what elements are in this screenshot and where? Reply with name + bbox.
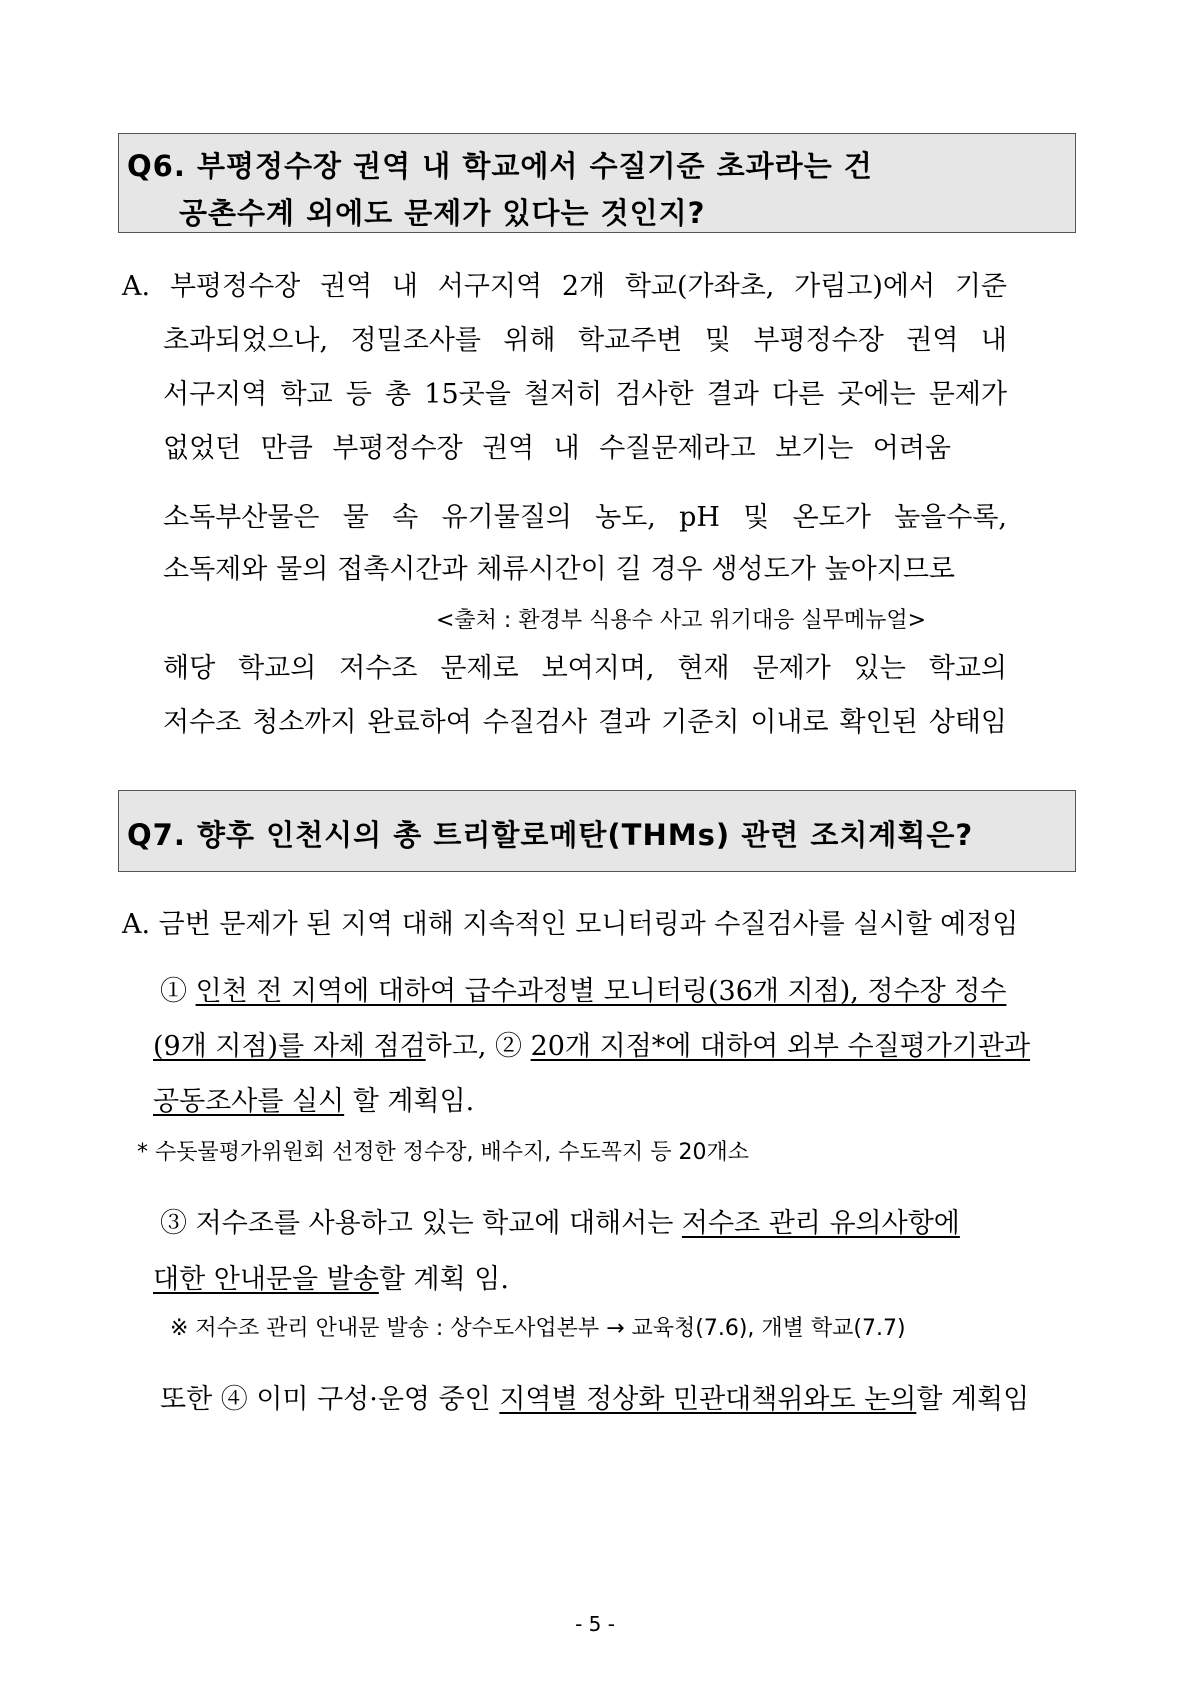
a7-p3-text-2: 할 계획 임. <box>378 1264 509 1295</box>
a6-quote-line-1: 소독부산물은 물 속 유기물질의 농도, pH 및 온도가 높을수록, <box>163 502 1007 533</box>
a7-p1-underline-3: 20개 지점*에 대하여 외부 수질평가기관과 <box>530 1031 1031 1062</box>
a7-p1-underline-2: (9개 지점)를 자체 점검 <box>153 1031 426 1062</box>
a7-p4-line <box>160 1383 1029 1417</box>
a6-quote-line-2: 소독제와 물의 접촉시간과 체류시간이 길 경우 생성도가 높아지므로 <box>163 554 955 585</box>
a7-p1-text-3: 할 계획임. <box>344 1086 475 1117</box>
a6-after-line-1: 해당 학교의 저수조 문제로 보여지며, 현재 문제가 있는 학교의 <box>163 653 1007 684</box>
a7-p3-line-2 <box>153 1263 509 1297</box>
a7-p3-underline-1: 저수조 관리 유의사항에 <box>681 1208 960 1239</box>
q7-box <box>118 790 1076 872</box>
a7-p1-line-1 <box>160 975 1006 1009</box>
a7-p1-underline-1: 인천 전 지역에 대하여 급수과정별 모니터링(36개 지점), 정수장 정수 <box>195 976 1007 1007</box>
a7-footnote: * 수돗물평가위원회 선정한 정수장, 배수지, 수도꼭지 등 20개소 <box>137 1140 749 1165</box>
a6-source: <출처 : 환경부 식용수 사고 위기대응 실무메뉴얼> <box>436 608 927 633</box>
a6-line-2: 초과되었으나, 정밀조사를 위해 학교주변 및 부평정수장 권역 내 <box>163 325 1007 356</box>
a7-p4-text-2: 할 계획임 <box>916 1384 1030 1415</box>
a7-p4-text-1: 또한 ④ 이미 구성·운영 중인 <box>160 1384 500 1415</box>
a7-p1-line-2 <box>153 1030 1030 1064</box>
q6-title-line2: 공촌수계 외에도 문제가 있다는 것인지? <box>179 196 706 230</box>
a7-p1-line-3 <box>153 1085 474 1119</box>
q7-title: Q7. 향후 인천시의 총 트리할로메탄(THMs) 관련 조치계획은? <box>127 818 974 852</box>
a7-p3-text-1: ③ 저수조를 사용하고 있는 학교에 대해서는 <box>160 1208 682 1239</box>
page-number: - 5 - <box>575 1612 615 1636</box>
a6-line-4: 없었던 만큼 부평정수장 권역 내 수질문제라고 보기는 어려움 <box>163 433 951 464</box>
a6-after-line-2: 저수조 청소까지 완료하여 수질검사 결과 기준치 이내로 확인된 상태임 <box>163 707 1007 738</box>
a6-line-3: 서구지역 학교 등 총 15곳을 철저히 검사한 결과 다른 곳에는 문제가 <box>163 379 1007 410</box>
a7-p3-line-1 <box>160 1207 960 1241</box>
q6-box <box>118 133 1076 233</box>
a7-p1-underline-4: 공동조사를 실시 <box>153 1086 345 1117</box>
a7-p3-underline-2: 대한 안내문을 발송 <box>153 1264 379 1295</box>
a6-line-1: A. 부평정수장 권역 내 서구지역 2개 학교(가좌초, 가림고)에서 기준 <box>122 271 1007 302</box>
a7-p4-underline: 지역별 정상화 민관대책위와도 논의 <box>499 1384 917 1415</box>
a7-p1-marker: ① <box>160 976 196 1007</box>
q6-title-line1: Q6. 부평정수장 권역 내 학교에서 수질기준 초과라는 건 <box>127 149 873 183</box>
a7-note: ※ 저수조 관리 안내문 발송 : 상수도사업본부 → 교육청(7.6), 개별 학교(7.7) <box>170 1316 906 1341</box>
a7-intro: A. 금번 문제가 된 지역 대해 지속적인 모니터링과 수질검사를 실시할 예정임 <box>122 909 1019 940</box>
a7-p1-text-2: 하고, ② <box>425 1031 531 1062</box>
